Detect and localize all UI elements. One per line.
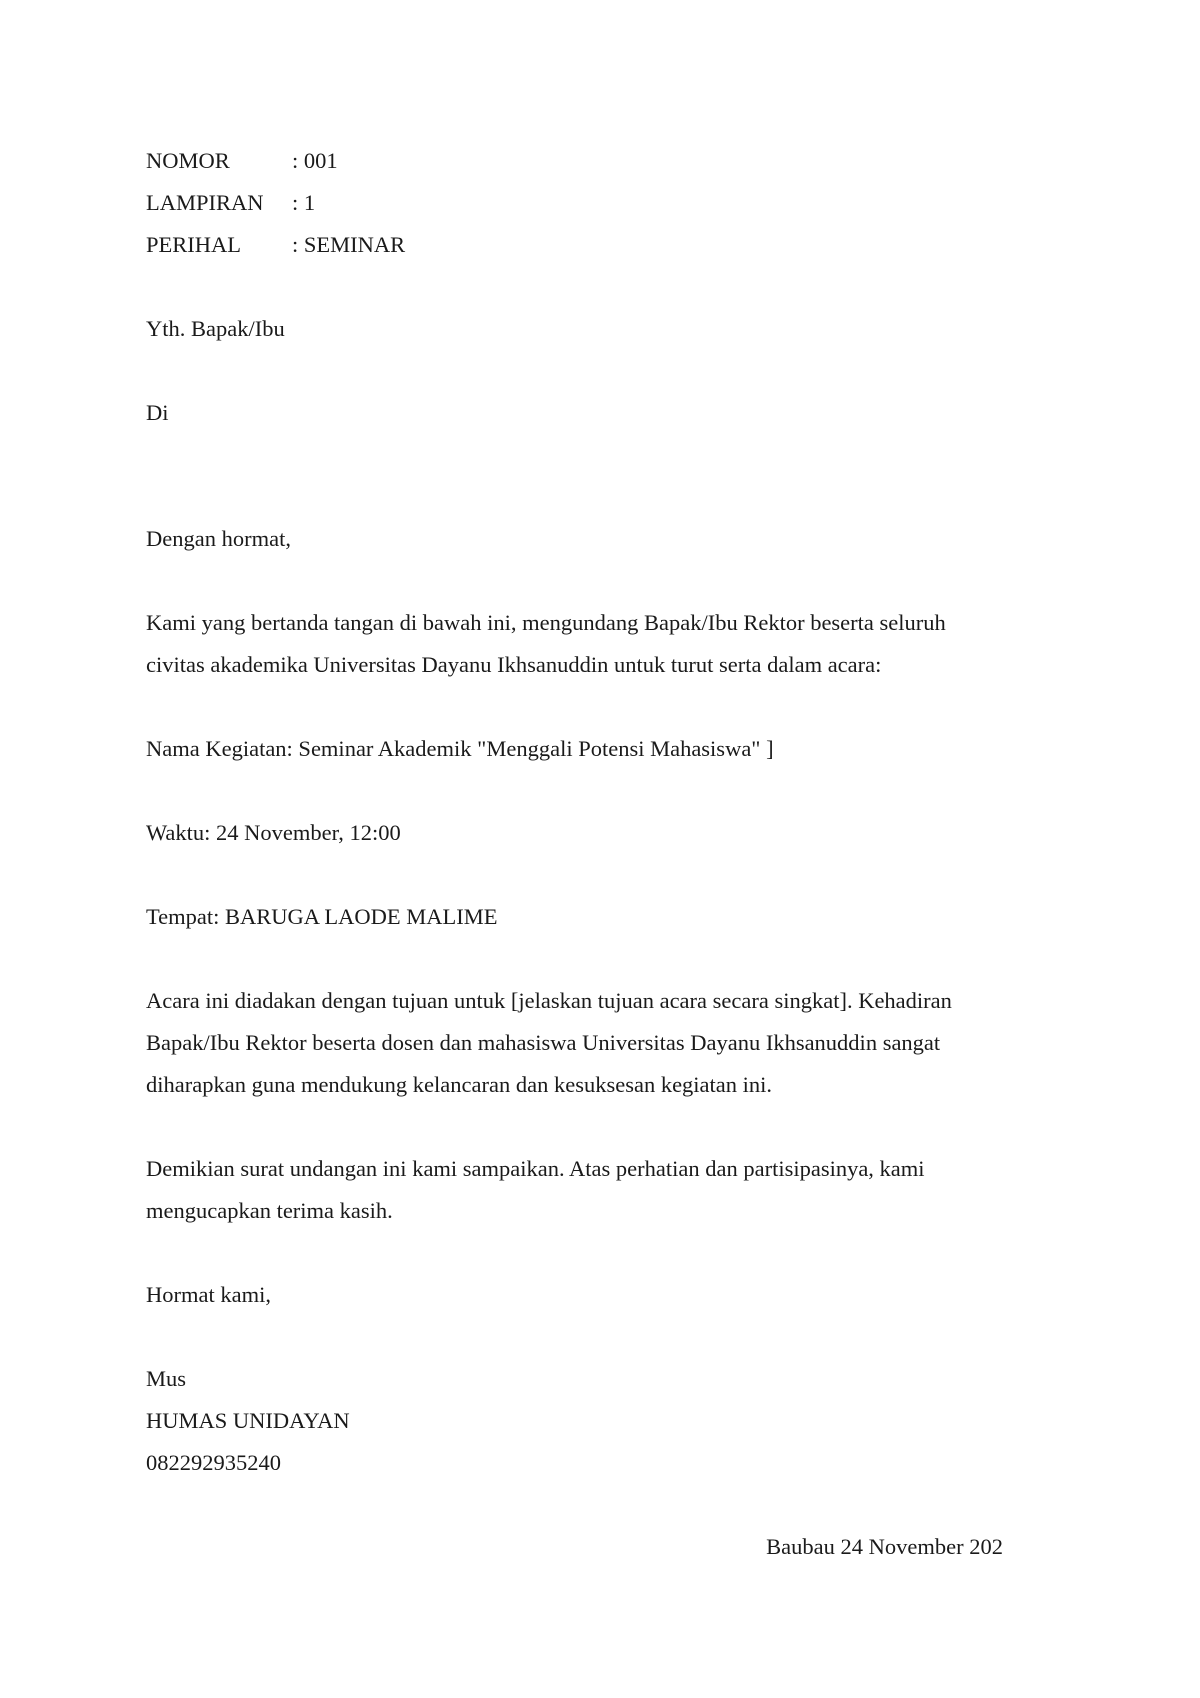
event-place: Tempat: BARUGA LAODE MALIME [146, 904, 498, 929]
event-name: Nama Kegiatan: Seminar Akademik "Menggali Potensi Mahasiswa" ] [146, 736, 774, 761]
lampiran-label: LAMPIRAN [146, 190, 264, 215]
intro-line-2: civitas akademika Universitas Dayanu Ikhsanuddin untuk turut serta dalam acara: [146, 652, 882, 677]
purpose-line-1: Acara ini diadakan dengan tujuan untuk [jelaskan tujuan acara secara singkat]. Kehadiran [146, 988, 952, 1013]
intro-line-1: Kami yang bertanda tangan di bawah ini, mengundang Bapak/Ibu Rektor beserta seluruh [146, 610, 946, 635]
signer-position: HUMAS UNIDAYAN [146, 1408, 350, 1433]
nomor-value: : 001 [292, 148, 338, 173]
signer-phone: 082292935240 [146, 1450, 281, 1475]
closing-line-1: Demikian surat undangan ini kami sampaikan. Atas perhatian dan partisipasinya, kami [146, 1156, 925, 1181]
recipient-place: Di [146, 400, 169, 425]
greeting: Dengan hormat, [146, 526, 291, 551]
purpose-line-2: Bapak/Ibu Rektor beserta dosen dan mahasiswa Universitas Dayanu Ikhsanuddin sangat [146, 1030, 941, 1055]
lampiran-value: : 1 [292, 190, 316, 215]
perihal-value: : SEMINAR [292, 232, 406, 257]
nomor-row [146, 147, 338, 175]
closing-line-2: mengucapkan terima kasih. [146, 1198, 393, 1223]
perihal-row [146, 231, 405, 259]
signer-name: Mus [146, 1366, 187, 1391]
recipient-salutation: Yth. Bapak/Ibu [146, 316, 285, 341]
perihal-label: PERIHAL [146, 232, 241, 257]
event-time: Waktu: 24 November, 12:00 [146, 820, 401, 845]
nomor-label: NOMOR [146, 148, 230, 173]
purpose-line-3: diharapkan guna mendukung kelancaran dan kesuksesan kegiatan ini. [146, 1072, 773, 1097]
date-place: Baubau 24 November 202 [766, 1534, 1003, 1559]
lampiran-row [146, 189, 315, 217]
sign-off: Hormat kami, [146, 1282, 271, 1307]
